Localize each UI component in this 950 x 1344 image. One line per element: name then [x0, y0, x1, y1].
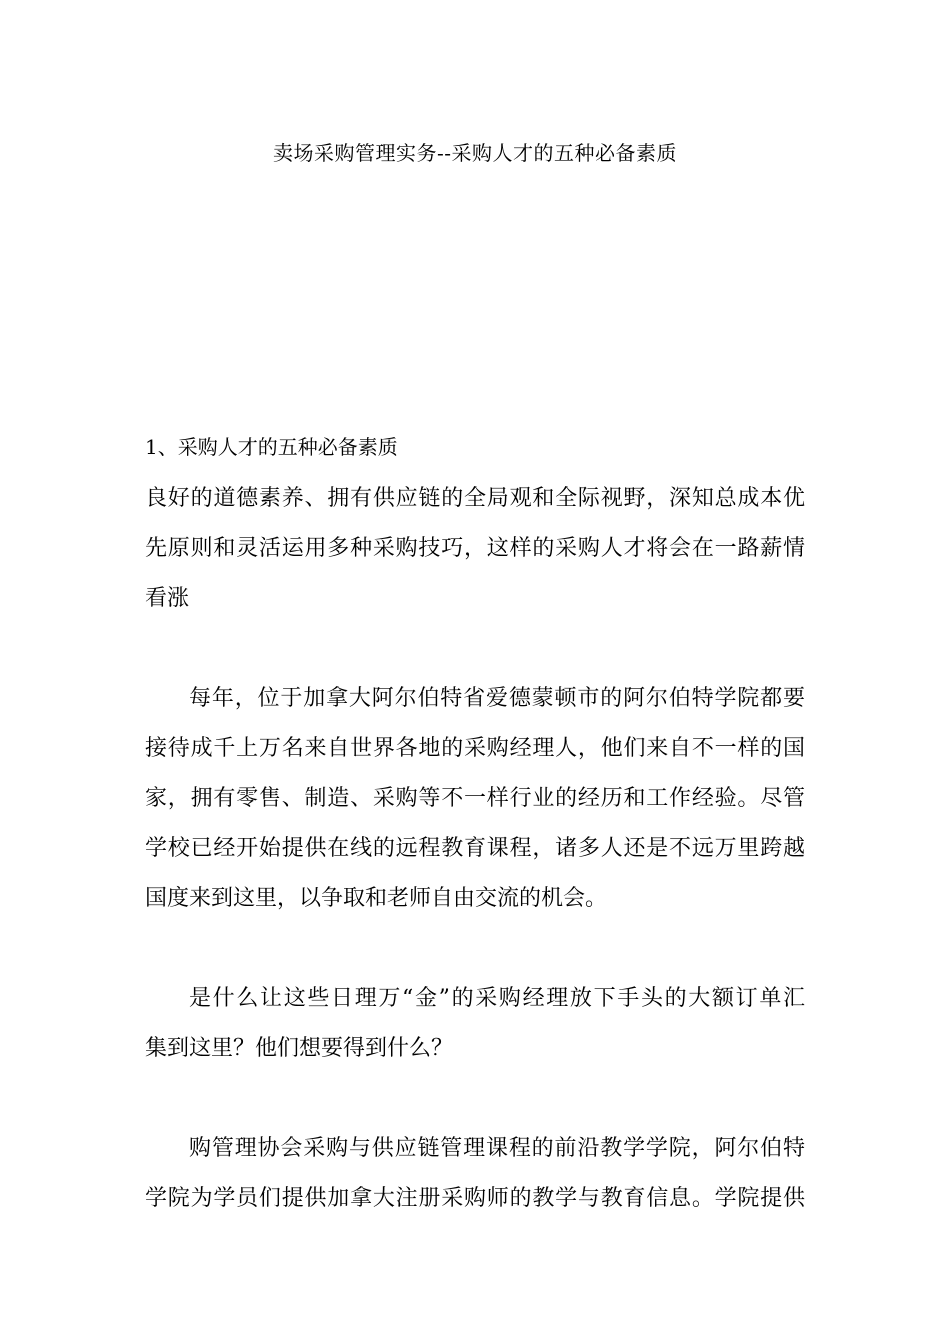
text-line: 每年，位于加拿大阿尔伯特省爱德蒙顿市的阿尔伯特学院都要 — [189, 686, 805, 711]
text-line: 是什么让这些日理万“金”的采购经理放下手头的大额订单汇 — [189, 986, 805, 1011]
intro-paragraph — [145, 474, 805, 624]
document-title: 卖场采购管理实务--采购人才的五种必备素质 — [272, 141, 677, 165]
text-line: 良好的道德素养、拥有供应链的全局观和全际视野，深知总成本优 — [145, 486, 805, 511]
section-heading: 1、采购人才的五种必备素质 — [145, 435, 398, 459]
text-line: 购管理协会采购与供应链管理课程的前沿教学学院，阿尔伯特 — [189, 1136, 805, 1161]
paragraph-2 — [145, 974, 805, 1074]
text-line: 接待成千上万名来自世界各地的采购经理人，他们来自不一样的国 — [145, 736, 805, 761]
text-line: 看涨 — [145, 586, 190, 611]
text-line: 学校已经开始提供在线的远程教育课程，诸多人还是不远万里跨越 — [145, 836, 805, 861]
paragraph-3 — [145, 1124, 805, 1224]
text-line: 家，拥有零售、制造、采购等不一样行业的经历和工作经验。尽管 — [145, 786, 805, 811]
text-line: 集到这里？他们想要得到什么？ — [145, 1036, 454, 1061]
text-line: 先原则和灵活运用多种采购技巧，这样的采购人才将会在一路薪情 — [145, 536, 805, 561]
text-line: 国度来到这里，以争取和老师自由交流的机会。 — [145, 886, 608, 911]
paragraph-1 — [145, 674, 805, 924]
text-line: 学院为学员们提供加拿大注册采购师的教学与教育信息。学院提供 — [145, 1186, 805, 1211]
